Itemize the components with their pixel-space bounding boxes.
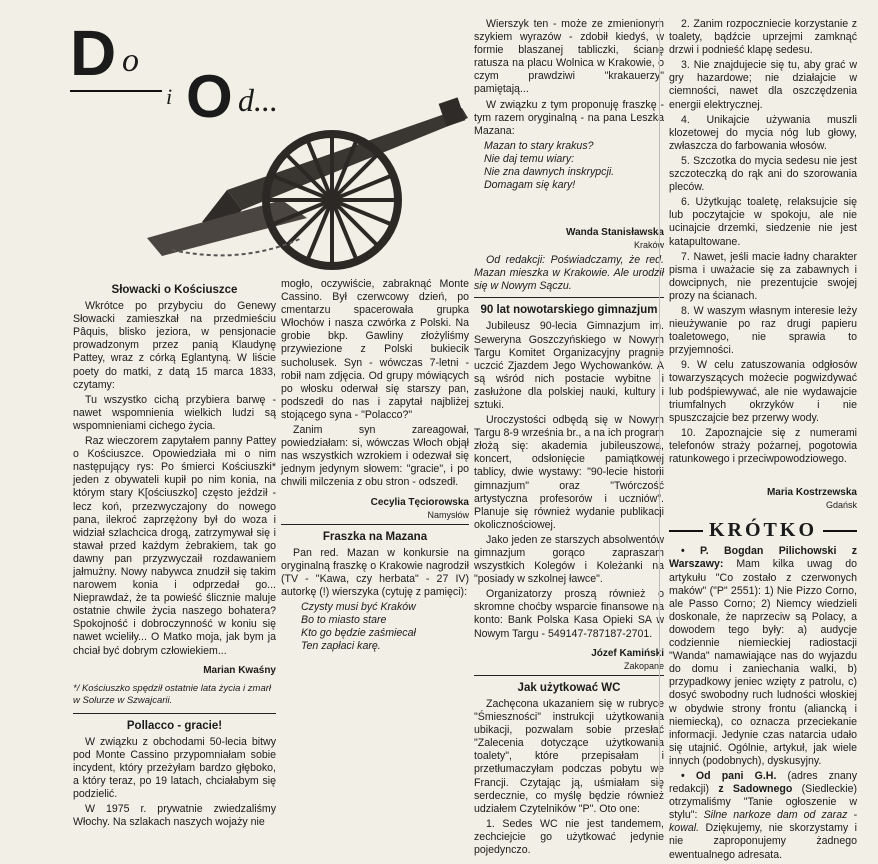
gimnazjum-title: 90 lat nowotarskiego gimnazjum	[480, 304, 658, 317]
cannon-illustration	[132, 60, 472, 270]
krotko-item-2-quote: Silne narkoze dam od zaraz - kowal.	[669, 809, 857, 835]
wc-signature: Maria Kostrzewska	[766, 487, 857, 499]
krotko-header	[669, 519, 857, 542]
masthead-o-big: O	[186, 63, 233, 130]
wc-title: Jak użytkować WC	[517, 681, 621, 694]
krotko-item-2	[669, 770, 857, 862]
pollacco-title: Pollacco - gracie!	[126, 719, 223, 732]
wierszyk-poem-line: Nie daj temu wiary:	[484, 152, 575, 165]
krotko-item-2-lead: • Od pani G.H.	[681, 769, 777, 782]
krotko-item-2-text: (Siedleckie) otrzymaliśmy "Tanie ogłoszenie w stylu":	[669, 783, 857, 822]
wierszyk-poem-line: Domagam się kary!	[484, 178, 576, 191]
gimnazjum-p2: Uroczystości odbędą się w Nowym Targu 8-9 września br., a na ich program złożą się: akademia jubileuszowa, koncert, odsłonięcie pamiątkowej tablicy, dwie wystawy: "90-lecie historii gimnazjum" oraz "Twórczość artystyczna profesorów i uczniów". Planuje się również wydanie publikacji okolicznościowej.	[474, 414, 664, 531]
slowacki-title: Słowacki o Kościuszce	[111, 284, 238, 296]
krotko-item-1-text: Mam kilka uwag do artykułu "Co zostało z czerwonych maków" ("P" 2551): 1) Nie Pizzo Corno, ale Passo Corno; 2) Niemcy wiedzieli doskonale, że naprzeciw są Polacy, a dowodem tego były: a) audycje codziennie niemieckiej radiostacji "Wanda" namawiające nas do wyjazdu do domu i zaniechania walki, b) przypadkowy jeniec wzięty z patrolu, c) dosyć swobodny ruch ludności włoskiej w obydwie strony frontu (aliancką i niemiecką), co oznacza przeciekanie informacji. Jedynie czas natarcia udało się utajnić. Ogólnie, artykuł, jak wiele innych (podobnych), dyskusyjny.	[669, 558, 857, 767]
slowacki-p3: Raz wieczorem zapytałem panny Pattey o Kościuszce. Opowiedziała mi o nim następujący rys: Po śmierci Kościuszki* jeden z obywateli kupił po nim konia, na którym stary K[ościuszko] często jeździł - lecz koń, przezwyczajony do nowego pana, ilekroć zaprzężony był do woza i widział szlachcica drogą, zatrzymywał się i stawał przed każdym żebrakiem, tak go dawny pan przyzwyczaił rozdawaniem jałmużny. Nowy nabywca znudził się takim narowem konia i odprzedał go... Nieprawdaż, że ta powieść ślicznie maluje ostatnie chwile życia naszego bohatera? Spokojność i dobroczynność w koniu się nawet wcieliły... O Matko moja, jak bym ja chciał być dobrym człowiekiem...	[73, 435, 276, 657]
gimnazjum-p1: Jubileusz 90-lecia Gimnazjum im. Seweryna Goszczyńskiego w Nowym Targu Komitet Organizacyjny pragnie uczcić Zjazdem Jego Wychowanków. A są wśród nich postacie wybitne i zasłużone dla polskiej nauki, kultury i sztuki.	[474, 320, 664, 411]
wierszyk-p1: Wierszyk ten - może ze zmienionym szykiem wyrazów - zdobił kiedyś, w formie blaszanej tabliczki, ścianę ratusza na placu Wolnica w Krakowie, o czym prawdziwi "krakauerzy" pamiętają...	[474, 18, 664, 96]
wc-list-5: 5. Szczotka do mycia sedesu nie jest szczoteczką do rąk ani do szorowania pleców.	[669, 154, 857, 194]
wierszyk-poem-line: Nie zna dawnych inskrypcji.	[484, 165, 615, 178]
krotko-item-1	[669, 545, 857, 768]
masthead-d: D	[70, 17, 117, 89]
wierszyk-p2: W związku z tym proponuję fraszkę - tym razem oryginalną - na pana Leszka Mazana:	[474, 98, 664, 137]
pollacco-p2: W 1975 r. prywatnie zwiedzaliśmy Włochy. Na szlakach naszych wojaży nie	[73, 803, 276, 829]
wc-list-10: 10. Zapoznajcie się z numerami telefonów straży pożarnej, pogotowia ratunkowego i przeciwpowodziowego.	[669, 426, 857, 465]
slowacki-footnote: */ Kościuszko spędził ostatnie lata życia i zmarł w Solurze w Szwajcarii.	[73, 682, 271, 706]
wc-place: Gdańsk	[825, 500, 857, 511]
masthead-rest: d...	[238, 82, 278, 118]
krotko-title: KRÓTKO	[709, 519, 818, 542]
gimnazjum-place: Zakopane	[623, 660, 664, 671]
fraszka-intro: Pan red. Mazan w konkursie na oryginalną fraszkę o Krakowie nagrodził (TV - "Kawa, czy herbata" - 27 IV) autorkę (!) wierszyka (cytuję z pamięci):	[281, 546, 469, 599]
wc-list-4: 4. Unikajcie używania muszli klozetowej do mycia nóg lub głowy, zwłaszcza do farbowania włosów.	[669, 113, 857, 152]
fraszka-poem	[281, 601, 469, 653]
masthead-o: o	[122, 42, 139, 79]
wc-list-6: 6. Użytkując toaletę, relaksujcie się lub poczytajcie w spokoju, ale nie ucinajcie drzemki, siedzenie nie jest katapultowane.	[669, 196, 857, 248]
fraszka-title: Fraszka na Mazana	[322, 530, 428, 543]
wierszyk-signature: Wanda Stanisławska	[566, 226, 664, 238]
slowacki-p1: Wkrótce po przybyciu do Genewy Słowacki zamieszkał na przedmieściu Pâquis, blisko jeziora, w pensjonacie prowadzonym przez panią Klaudynę Pattey, wraz z córką Eglantyną. W liście poety do matki, z datą 15 marca 1833, czytamy:	[73, 300, 276, 391]
fraszka-poem-line: Bo to miasto stare	[301, 614, 387, 627]
wierszyk-poem	[474, 140, 664, 192]
krotko-item-2-lead2: z Sadownego	[718, 783, 793, 796]
wc-list-9: 9. W celu zatuszowania odgłosów towarzyszących możecie pogwizdywać lub podśpiewywać, ale nie wydawajcie triumfalnych okrzyków i nie spuszczajcie bez przerwy wody.	[669, 359, 857, 424]
krotko-rule-left	[669, 530, 703, 532]
krotko-item-2-end: Dziękujemy, nie skorzystamy i nie zaproponujemy żadnego ewentualnego adresata.	[669, 822, 857, 861]
wc-p1: Zachęcona ukazaniem się w rubryce "Śmieszności" instrukcji użytkowania ubikacji, pozwalam sobie przesłać "Zalecenia dotyczące użytkowania toalety", które przepisałam i przetłumaczyłam podczas pobytu we Francji. Czytając ją, uśmiałam się serdecznie, co myślę będzie również udziałem Czytelników "P". Oto one:	[474, 697, 664, 815]
wierszyk-reply: Od redakcji: Poświadczamy, że red. Mazan mieszka w Krakowie. Ale urodził się w Nowym Sączu.	[474, 254, 664, 293]
column-4	[669, 18, 857, 864]
masthead-i: i	[166, 84, 173, 109]
column-divider	[659, 18, 660, 788]
pollacco-cont-2: Zanim syn zareagował, powiedziałam: si, wówczas Włoch objął nas wszystkich wzrokiem i odezwał się jednym jedynym słowem: "gracie", i po chwili milczenia z obu stron - odszedł.	[281, 424, 469, 489]
krotko-item-2-mid: (adres znany redakcji)	[669, 769, 857, 796]
wc-list-8: 8. W waszym własnym interesie leży nieużywanie po raz drugi papieru toaletowego, nie sprawia to przyjemności.	[669, 304, 857, 357]
slowacki-p2: Tu wszystko cichą przybiera barwę - nawet wspomnienia wielkich ludzi są wspomnieniami cichego życia.	[73, 393, 276, 432]
wc-p2: 1. Sedes WC nie jest tandemem, zechciejcie go użytkować jedynie pojedynczo.	[474, 817, 664, 856]
gimnazjum-p3: Jako jeden ze starszych absolwentów gimnazjum gorąco zapraszam wszystkich Kolegów i Koleżanki na "posiady w szkolnej ławce".	[474, 533, 664, 586]
wc-list-3: 3. Nie znajdujecie się tu, aby grać w gry hazardowe; nie działajcie w ciemności, nawet dla oszczędzenia energii elektrycznej.	[669, 59, 857, 111]
fraszka-poem-line: Ten zapłaci karę.	[301, 640, 381, 653]
pollacco-place: Namysłów	[427, 509, 469, 520]
column-3	[474, 18, 664, 859]
wc-list-2: 2. Zanim rozpoczniecie korzystanie z toalety, bądźcie uprzejmi zamknąć drzwi i podnieść klapę sedesu.	[669, 18, 857, 57]
pollacco-p1: W związku z obchodami 50-lecia bitwy pod Monte Cassino przypomniałam sobie incydent, który przeżyłam bardzo głęboko, a który teraz, po 19 latach, chciałabym się podzielić.	[73, 735, 276, 801]
krotko-rule-right	[823, 530, 857, 532]
gimnazjum-signature: Józef Kamiński	[591, 647, 664, 659]
fraszka-poem-line: Kto go będzie zaśmiecał	[301, 627, 416, 640]
wierszyk-poem-line: Mazan to stary krakus?	[484, 139, 594, 152]
slowacki-signature: Marian Kwaśny	[203, 664, 276, 676]
column-2	[281, 278, 469, 653]
krotko-item-1-lead: • P. Bogdan Pilichowski z Warszawy:	[669, 545, 857, 571]
pollacco-signature: Cecylia Tęciorowska	[370, 496, 469, 508]
wierszyk-place: Kraków	[633, 239, 664, 250]
column-1	[73, 278, 276, 831]
gimnazjum-p4: Organizatorzy proszą również o skromne choćby wsparcie finansowe na konto: Bank Polska Kasa Opieki SA w Nowym Targu - 549147-787187-2701.	[474, 588, 664, 640]
wc-list-7: 7. Nawet, jeśli macie ładny charakter pisma i uważacie się za zabawnych i dowcipnych, nie prezentujcie swojej prozy na ścianach.	[669, 250, 857, 302]
pollacco-cont-1: mogło, oczywiście, zabraknąć Monte Cassino. Był czerwcowy dzień, po cmentarzu spacerowała grupka Włochów i nasza czwórka z Polski. Na grobie bkp. Gawliny złożyliśmy przywiezione z Polski bukiecik sucholusek. Syn - wówczas 7-letni - robił nam zdjęcia. Od grupy mówiących po włosku oderwał się starszy pan, podszedł do nas i zapytał najbliżej stojącego syna - "Polacco?"	[281, 278, 469, 421]
fraszka-poem-line: Czysty musi być Kraków	[301, 601, 416, 614]
